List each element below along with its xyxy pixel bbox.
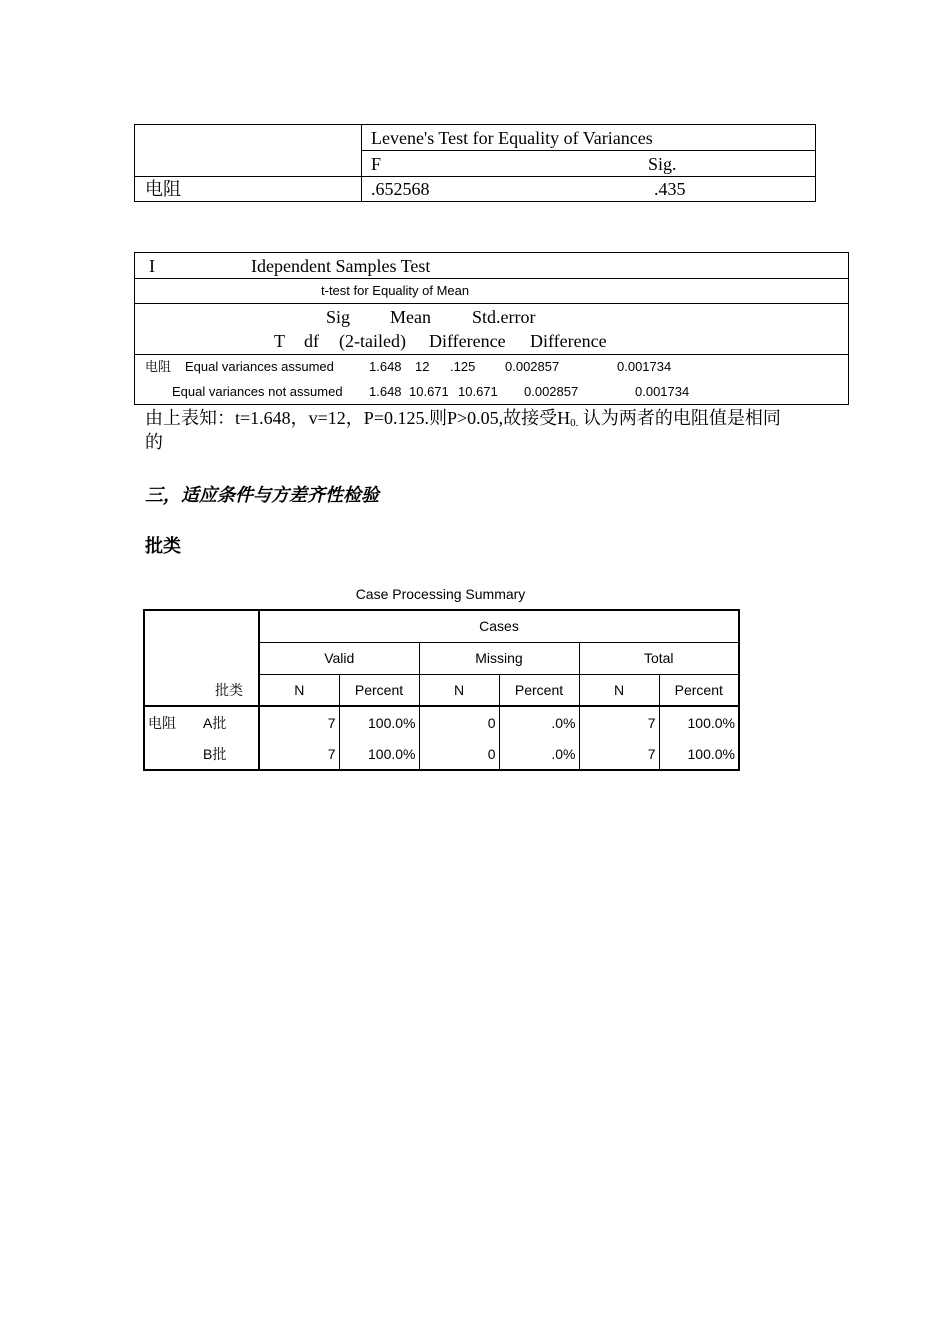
header-sig: Sig xyxy=(326,307,351,327)
cell-total-n: 7 xyxy=(579,706,659,738)
cell-missing-percent: .0% xyxy=(499,706,579,738)
row1-df: 12 xyxy=(415,359,430,374)
levene-row-label: 电阻 xyxy=(145,179,181,199)
indep-title: Idependent Samples Test xyxy=(251,256,431,276)
indep-title-i: I xyxy=(149,256,155,276)
cell-valid-percent: 100.0% xyxy=(339,706,419,738)
row-group-b: B批 xyxy=(200,738,259,770)
cell-valid-n: 7 xyxy=(259,706,339,738)
levene-col-sig: Sig. xyxy=(648,154,677,174)
header-mean: Mean xyxy=(390,307,431,327)
cell-missing-n: 0 xyxy=(419,706,499,738)
row-header-empty xyxy=(144,674,200,706)
row2-t: 1.648 xyxy=(369,384,402,399)
row2-std-diff: 0.001734 xyxy=(635,384,690,399)
col-valid-n: N xyxy=(259,674,339,706)
section-heading: 三，适应条件与方差齐性检验 xyxy=(145,485,379,505)
header-total: Total xyxy=(579,642,739,674)
conclusion-line-2: 的 xyxy=(145,432,163,452)
case-processing-summary-table xyxy=(143,609,740,771)
cell-total-percent: 100.0% xyxy=(659,706,739,738)
col-total-n: N xyxy=(579,674,659,706)
row-equal-not-assumed: Equal variances not assumed xyxy=(172,384,343,399)
header-t: T xyxy=(274,331,285,351)
header-valid: Valid xyxy=(259,642,419,674)
independent-samples-test xyxy=(134,252,849,405)
indep-subtitle: t-test for Equality of Mean xyxy=(321,283,470,298)
col-total-percent: Percent xyxy=(659,674,739,706)
levene-sig-value: .435 xyxy=(654,179,686,199)
levene-header: Levene's Test for Equality of Variances xyxy=(371,128,653,148)
header-missing: Missing xyxy=(419,642,579,674)
table-divider xyxy=(135,278,848,279)
conclusion-text-a: 由上表知：t=1.648，v=12，P=0.125.则P>0.05,故接受H xyxy=(145,408,571,428)
header-cases: Cases xyxy=(259,610,739,642)
table-row xyxy=(144,706,739,738)
row2-sig: 10.671 xyxy=(458,384,498,399)
conclusion-line-1 xyxy=(145,406,781,435)
levene-col-f: F xyxy=(371,154,382,174)
cell-missing-percent: .0% xyxy=(499,738,579,770)
col-missing-percent: Percent xyxy=(499,674,579,706)
levene-test-table xyxy=(134,124,816,202)
cell-valid-n: 7 xyxy=(259,738,339,770)
levene-f-value: .652568 xyxy=(371,179,430,199)
table-divider xyxy=(135,354,848,355)
conclusion-subscript: 0. xyxy=(570,417,579,429)
cell-total-percent: 100.0% xyxy=(659,738,739,770)
cell-total-n: 7 xyxy=(579,738,659,770)
row-group-a: A批 xyxy=(200,706,259,738)
table-divider xyxy=(361,150,815,151)
row2-df: 10.671 xyxy=(409,384,449,399)
table-row xyxy=(144,738,739,770)
cell-valid-percent: 100.0% xyxy=(339,738,419,770)
table-divider xyxy=(361,125,362,201)
row1-std-diff: 0.001734 xyxy=(617,359,672,374)
row-variable-label: 电阻 xyxy=(145,359,172,374)
case-summary-caption: Case Processing Summary xyxy=(355,586,526,602)
row-header-group: 批类 xyxy=(200,674,259,706)
table-divider xyxy=(135,176,815,177)
row-variable-label: 电阻 xyxy=(144,706,200,738)
row1-mean-diff: 0.002857 xyxy=(505,359,560,374)
header-difference-std: Difference xyxy=(530,331,607,351)
table-divider xyxy=(135,303,848,304)
row2-mean-diff: 0.002857 xyxy=(524,384,579,399)
row1-t: 1.648 xyxy=(369,359,402,374)
corner-cell xyxy=(144,610,259,674)
header-difference-mean: Difference xyxy=(429,331,506,351)
row-equal-assumed: Equal variances assumed xyxy=(185,359,334,374)
col-valid-percent: Percent xyxy=(339,674,419,706)
conclusion-text-b: 认为两者的电阻值是相同 xyxy=(578,408,781,428)
col-missing-n: N xyxy=(419,674,499,706)
cell-missing-n: 0 xyxy=(419,738,499,770)
row-variable-empty xyxy=(144,738,200,770)
sub-heading: 批类 xyxy=(145,536,181,556)
header-2tailed: (2-tailed) xyxy=(339,331,406,351)
header-df: df xyxy=(304,331,319,351)
row1-sig: .125 xyxy=(450,359,476,374)
header-std-error: Std.error xyxy=(472,307,536,327)
